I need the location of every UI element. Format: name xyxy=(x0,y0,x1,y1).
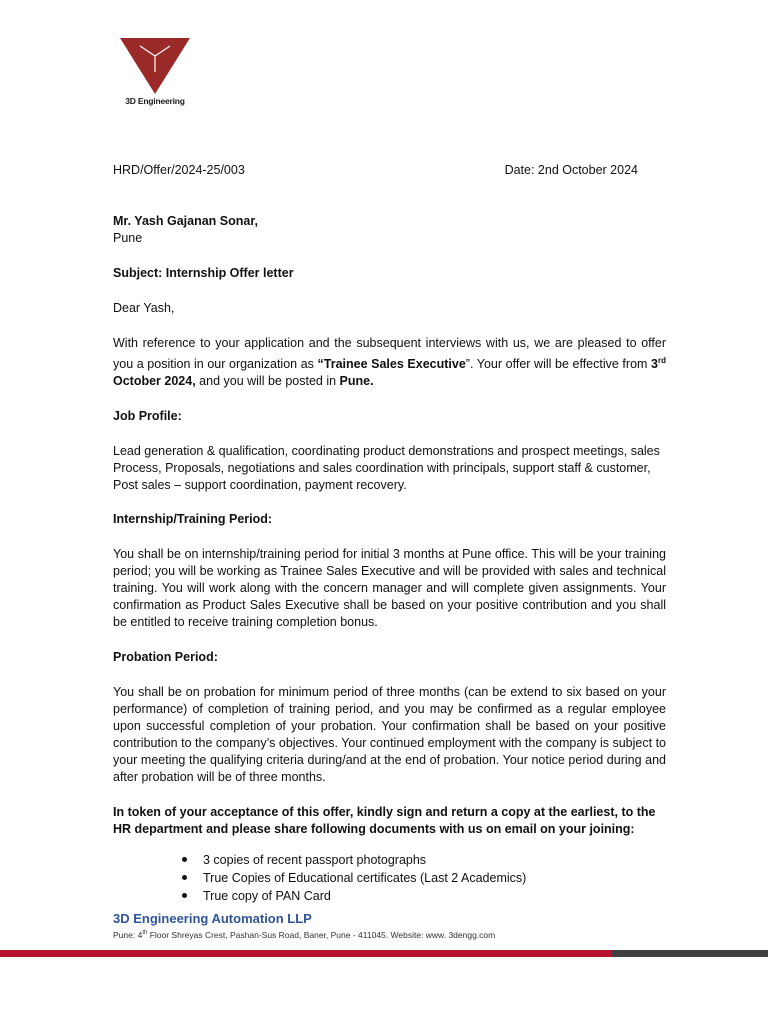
internship-heading: Internship/Training Period: xyxy=(113,512,273,527)
footer-address: Pune: 4th Floor Shreyas Crest, Pashan-Sus Road, Baner, Pune - 411045. Website: www. 3dengg.com xyxy=(113,929,496,940)
probation-body: You shall be on probation for minimum period of three months (can be extend to six based on your performance) of completion of training period, and you may be confirmed as a regular employee upon successful completion of your probation. Your confirmation shall be based on your positive contribution to the company’s objectives. Your continued employment with the company is subject to your meeting the qualifying criteria during/and at the end of probation. Your notice period during and after probation will be of three months. xyxy=(113,685,666,785)
subject-line: Subject: Internship Offer letter xyxy=(113,266,294,280)
footer-band-dark xyxy=(612,950,768,957)
company-logo xyxy=(110,38,200,110)
list-item: 3 copies of recent passport photographs xyxy=(182,851,666,869)
letter-body xyxy=(113,163,666,905)
probation-heading: Probation Period: xyxy=(113,650,218,665)
letter-footer xyxy=(113,911,713,941)
internship-body: You shall be on internship/training period for initial 3 months at Pune office. This will be your training period; you will be working as Trainee Sales Executive and will be provided with sales and technical training. You will work along with the concern manager and will complete given assignments. Your confirmation as Product Sales Executive shall be based on your positive contribution and you shall be entitled to receive training completion bonus. xyxy=(113,547,666,630)
job-profile-body: Lead generation & qualification, coordinating product demonstrations and prospect meetings, sales Process, Proposals, negotiations and sales coordination with principals, support staff & customer, Post sales – support coordination, payment recovery. xyxy=(113,444,660,493)
logo-text: 3D Engineering xyxy=(125,96,185,106)
list-item: True copy of PAN Card xyxy=(182,887,666,905)
recipient-name: Mr. Yash Gajanan Sonar, xyxy=(113,214,258,228)
recipient-city: Pune xyxy=(113,231,143,245)
letter-date: Date: 2nd October 2024 xyxy=(504,163,638,177)
documents-list xyxy=(113,851,666,905)
footer-company-name: 3D Engineering Automation LLP xyxy=(113,911,312,926)
reference-number: HRD/Offer/2024-25/003 xyxy=(113,163,245,177)
acceptance-paragraph: In token of your acceptance of this offer, kindly sign and return a copy at the earliest, to the HR department and please share following documents with us on email on your joining: xyxy=(113,805,656,837)
job-profile-heading: Job Profile: xyxy=(113,409,182,424)
intro-paragraph: With reference to your application and the subsequent interviews with us, we are pleased to offer you a position in our organization as “Trainee Sales Executive”. Your offer will be effective from 3rd October 2024, and you will be posted in Pune. xyxy=(113,336,666,389)
salutation: Dear Yash, xyxy=(113,301,175,315)
list-item: True Copies of Educational certificates (Last 2 Academics) xyxy=(182,869,666,887)
letter-header xyxy=(113,163,666,177)
triangle-logo-icon xyxy=(120,38,190,94)
footer-band-red xyxy=(0,950,612,957)
